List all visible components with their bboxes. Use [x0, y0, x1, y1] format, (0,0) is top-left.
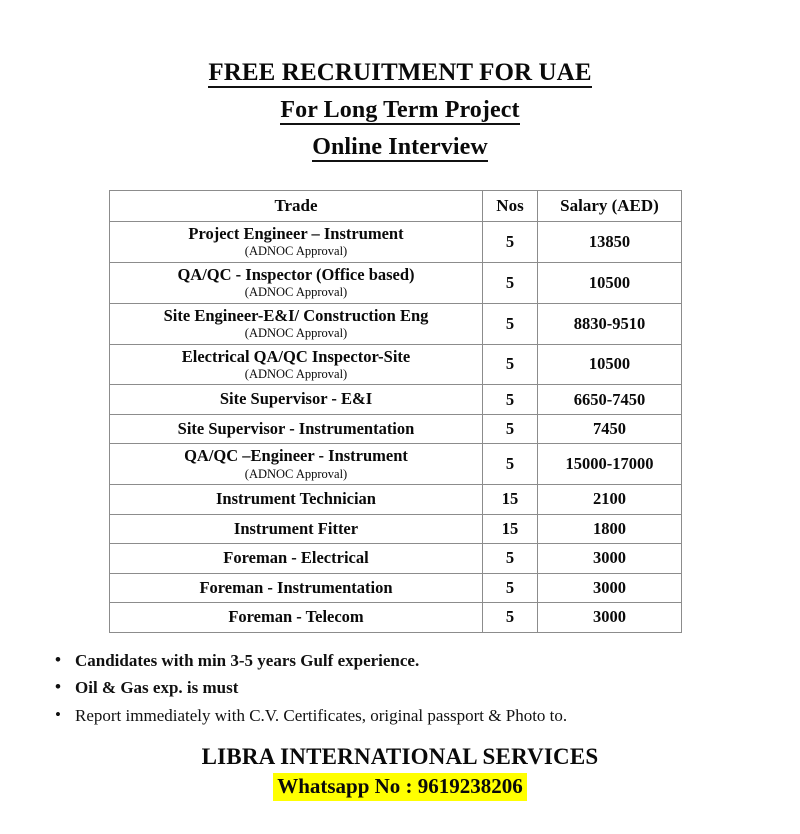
- cell-salary: 2100: [538, 485, 682, 514]
- vacancy-table-container: [0, 190, 800, 633]
- column-header-nos: Nos: [483, 191, 538, 222]
- cell-trade: [110, 222, 483, 263]
- trade-approval-note: (ADNOC Approval): [244, 367, 348, 381]
- cell-nos: 5: [483, 303, 538, 344]
- trade-title: Site Supervisor - Instrumentation: [177, 418, 415, 438]
- list-item: • Candidates with min 3-5 years Gulf experience.: [55, 647, 800, 675]
- trade-title: Foreman - Instrumentation: [199, 577, 393, 597]
- cell-salary: 8830-9510: [538, 303, 682, 344]
- table-row: [110, 303, 682, 344]
- trade-approval-note: (ADNOC Approval): [244, 326, 348, 341]
- cell-salary: 1800: [538, 514, 682, 543]
- list-item: • Oil & Gas exp. is must: [55, 674, 800, 702]
- table-row: [110, 444, 682, 485]
- cell-trade: [110, 414, 483, 443]
- cell-nos: 5: [483, 262, 538, 303]
- heading-block: [0, 0, 800, 162]
- cell-trade: [110, 262, 483, 303]
- cell-nos: 15: [483, 514, 538, 543]
- trade-title: Project Engineer – Instrument: [188, 224, 404, 243]
- cell-nos: 5: [483, 444, 538, 485]
- trade-title: Site Engineer-E&I/ Construction Eng: [163, 305, 429, 325]
- cell-trade: [110, 444, 483, 485]
- table-header: [110, 191, 682, 222]
- cell-salary: 10500: [538, 262, 682, 303]
- list-item: • Report immediately with C.V. Certificates, original passport & Photo to.: [55, 702, 800, 730]
- cell-salary: 3000: [538, 603, 682, 632]
- cell-nos: 5: [483, 573, 538, 602]
- table-row: [110, 414, 682, 443]
- table-header-row: [110, 191, 682, 222]
- trade-title: Instrument Fitter: [233, 518, 359, 538]
- table-row: [110, 385, 682, 414]
- requirements-list: [0, 647, 800, 730]
- cell-trade: [110, 385, 483, 414]
- trade-approval-note: (ADNOC Approval): [244, 466, 348, 481]
- cell-salary: 3000: [538, 573, 682, 602]
- subtitle-interview-text: Online Interview: [312, 134, 488, 160]
- subtitle-project: [0, 98, 800, 125]
- cell-salary: 13850: [538, 222, 682, 263]
- cell-nos: 5: [483, 414, 538, 443]
- column-header-trade: Trade: [110, 191, 483, 222]
- column-header-salary: Salary (AED): [538, 191, 682, 222]
- table-row: [110, 544, 682, 573]
- cell-trade: [110, 344, 483, 385]
- table-body: [110, 222, 682, 633]
- page-title: [0, 60, 800, 88]
- subtitle-project-text: For Long Term Project: [280, 97, 520, 123]
- cell-nos: 5: [483, 222, 538, 263]
- trade-title: Electrical QA/QC Inspector-Site: [181, 346, 411, 366]
- company-name: LIBRA INTERNATIONAL SERVICES: [201, 744, 599, 770]
- cell-salary: 15000-17000: [538, 444, 682, 485]
- cell-nos: 5: [483, 603, 538, 632]
- cell-nos: 5: [483, 544, 538, 573]
- cell-nos: 15: [483, 485, 538, 514]
- trade-title: QA/QC - Inspector (Office based): [177, 264, 415, 284]
- cell-salary: 7450: [538, 414, 682, 443]
- whatsapp-line: [0, 773, 800, 801]
- cell-trade: [110, 603, 483, 632]
- page-title-text: FREE RECRUITMENT FOR UAE: [208, 59, 592, 86]
- cell-trade: [110, 303, 483, 344]
- trade-approval-note: (ADNOC Approval): [244, 285, 348, 300]
- table-row: [110, 573, 682, 602]
- vacancy-table: [109, 190, 682, 633]
- cell-salary: 10500: [538, 344, 682, 385]
- cell-salary: 3000: [538, 544, 682, 573]
- cell-trade: [110, 573, 483, 602]
- trade-title: Instrument Technician: [216, 489, 376, 509]
- footer-block: [0, 743, 800, 801]
- cell-salary: 6650-7450: [538, 385, 682, 414]
- trade-title: QA/QC –Engineer - Instrument: [184, 446, 408, 466]
- table-row: [110, 222, 682, 263]
- cell-trade: [110, 514, 483, 543]
- cell-nos: 5: [483, 344, 538, 385]
- table-row: [110, 344, 682, 385]
- cell-trade: [110, 544, 483, 573]
- table-row: [110, 603, 682, 632]
- table-row: [110, 485, 682, 514]
- cell-nos: 5: [483, 385, 538, 414]
- trade-approval-note: (ADNOC Approval): [244, 244, 348, 259]
- table-row: [110, 262, 682, 303]
- trade-title: Foreman - Telecom: [228, 607, 364, 627]
- whatsapp-contact[interactable]: Whatsapp No : 9619238206: [273, 773, 527, 801]
- subtitle-interview: [0, 135, 800, 162]
- table-row: [110, 514, 682, 543]
- trade-title: Site Supervisor - E&I: [219, 389, 373, 409]
- trade-title: Foreman - Electrical: [223, 548, 369, 568]
- cell-trade: [110, 485, 483, 514]
